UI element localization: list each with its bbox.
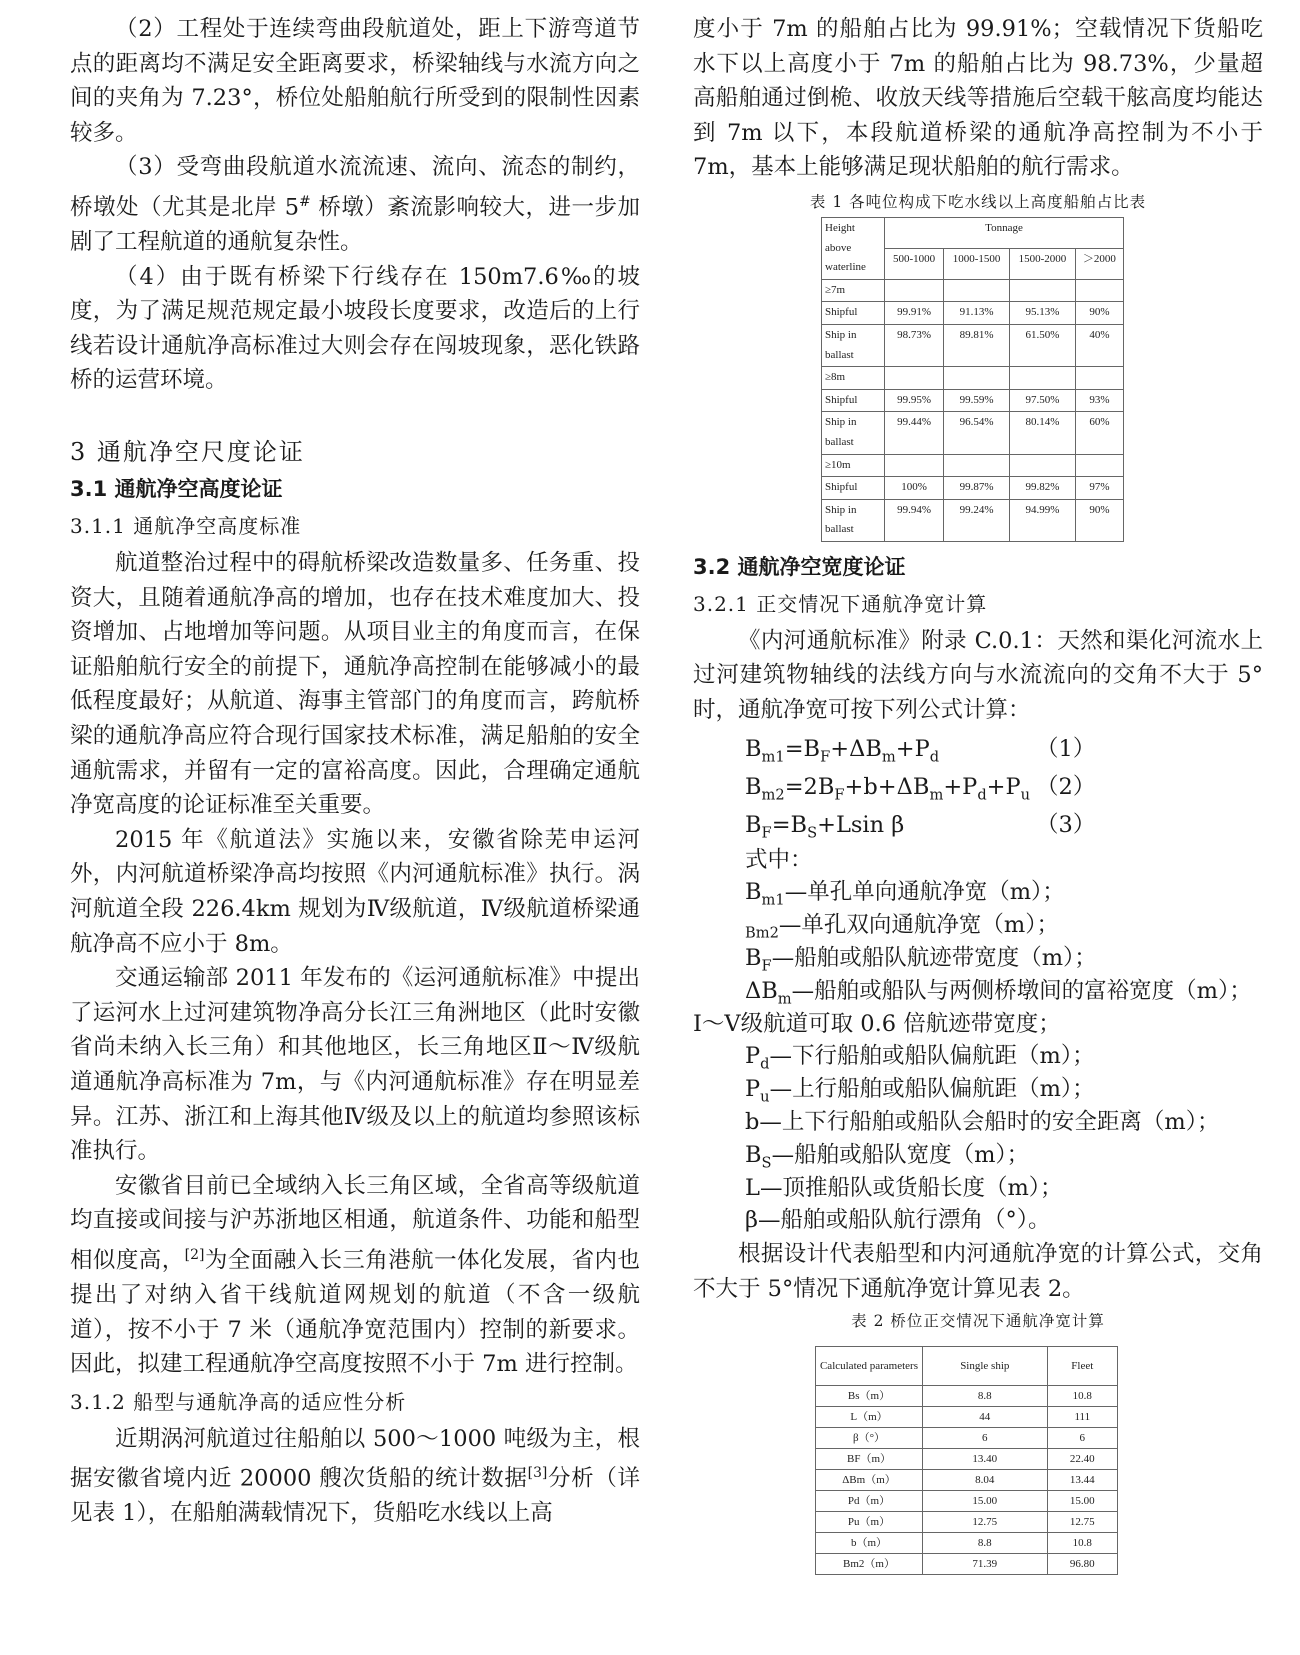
section-3-2-1-heading: 3.2.1 正交情况下通航净宽计算 bbox=[693, 591, 988, 616]
table-1-group-label: ≥10m bbox=[822, 454, 885, 477]
paragraph-continued: 度小于 7m 的船舶占比为 99.91%；空载情况下货船吃水下以上高度小于 7m 的船舶占比为 98.73%，少量超高船舶通过倒桅、收放天线等措施后空载干舷高度均能达到 7m 以下，本段航道桥梁的通航净高控制为不小于 7m，基本上能够满足现状船舶的航行需求。 bbox=[693, 16, 1263, 181]
table-2-cell-fleet: 13.44 bbox=[1047, 1470, 1117, 1491]
section-3-1-heading: 3.1 通航净空高度论证 bbox=[70, 477, 283, 502]
table-1-empty-cell bbox=[885, 454, 944, 477]
table-1-group-label: ≥7m bbox=[822, 279, 885, 302]
table-1-cell: 40% bbox=[1075, 324, 1123, 366]
table-2-row-label: Bm2（m） bbox=[816, 1554, 923, 1575]
citation-ref-2: [2] bbox=[184, 1246, 205, 1263]
table-1-empty-cell bbox=[944, 279, 1010, 302]
table-2-cell-fleet: 10.8 bbox=[1047, 1386, 1117, 1407]
right-column bbox=[693, 12, 1263, 1575]
table-2-cell-single: 71.39 bbox=[923, 1554, 1048, 1575]
table-2-cell-fleet: 22.40 bbox=[1047, 1449, 1117, 1470]
formula-2-number: （2） bbox=[1036, 773, 1096, 800]
table-1-row bbox=[822, 389, 1124, 412]
table-2-row bbox=[816, 1470, 1118, 1491]
table-1-cell: 99.91% bbox=[885, 302, 944, 325]
table-1-cell: 90% bbox=[1075, 302, 1123, 325]
table-2-cell-fleet: 15.00 bbox=[1047, 1491, 1117, 1512]
def-bm2-text: —单孔双向通航净宽（m）； bbox=[778, 912, 1059, 939]
table-1-col-header: 1000-1500 bbox=[944, 248, 1010, 279]
table-2-cell-single: 13.40 bbox=[923, 1449, 1048, 1470]
table-1-cell: 80.14% bbox=[1010, 412, 1076, 454]
table-1-cell: 99.94% bbox=[885, 499, 944, 541]
formula-3-number: （3） bbox=[1036, 811, 1096, 838]
paragraph-3-1-1-d-post: 为全面融入长三角港航一体化发展，省内也提出了对纳入省干线航道网规划的航道（不含一级航道），按不小于 7 米（通航净宽范围内）控制的新要求。因此，拟建工程通航净空高度按照不小于 7m 进行控制。 bbox=[70, 1247, 640, 1378]
def-l: L—顶推船队或货船长度（m）； bbox=[745, 1174, 1063, 1201]
table-1-row-label: Shipful bbox=[822, 302, 885, 325]
table-2-row-label: BF（m） bbox=[816, 1449, 923, 1470]
table-1-empty-cell bbox=[1010, 454, 1076, 477]
table-2-cell-single: 8.8 bbox=[923, 1533, 1048, 1554]
table-2-cell-single: 6 bbox=[923, 1428, 1048, 1449]
table-1-cell: 90% bbox=[1075, 499, 1123, 541]
table-1-caption: 表 1 各吨位构成下吃水线以上高度船舶占比表 bbox=[809, 192, 1147, 211]
formula-3 bbox=[693, 806, 1263, 844]
variable-definitions bbox=[693, 844, 1263, 1238]
table-1-row bbox=[822, 324, 1124, 366]
table-2-cell-fleet: 12.75 bbox=[1047, 1512, 1117, 1533]
table-1-cell: 99.82% bbox=[1010, 477, 1076, 500]
table-1-cell: 99.44% bbox=[885, 412, 944, 454]
table-1-empty-cell bbox=[1075, 367, 1123, 390]
paragraph-item-3-part-b: 桥墩）紊流影响较大，进一步加剧了工程航道的通航复杂性。 bbox=[70, 194, 640, 256]
table-1-row-label: Shipful bbox=[822, 477, 885, 500]
table-1-col-header: ＞2000 bbox=[1075, 248, 1123, 279]
table-1-empty-cell bbox=[944, 454, 1010, 477]
def-bm2: $_{Bm2}$—单孔双向通航净宽（m）； bbox=[745, 912, 1059, 942]
table-2-row bbox=[816, 1554, 1118, 1575]
table-1-cell: 95.13% bbox=[1010, 302, 1076, 325]
table-1-cell: 100% bbox=[885, 477, 944, 500]
def-dbm-text: —船舶或船队与两侧桥墩间的富裕宽度（m）； bbox=[791, 977, 1252, 1004]
section-3-1-1-heading: 3.1.1 通航净空高度标准 bbox=[70, 514, 302, 539]
table-1-col-header: 1500-2000 bbox=[1010, 248, 1076, 279]
formula-1-number: （1） bbox=[1036, 735, 1096, 762]
table-1-row bbox=[822, 302, 1124, 325]
def-bs: $B_S—$船舶或船队宽度（m）； bbox=[745, 1141, 1030, 1172]
paragraph-3-2-1-b: 根据设计代表船型和内河通航净宽的计算公式，交角不大于 5°情况下通航净宽计算见表 2。 bbox=[693, 1241, 1263, 1302]
citation-ref-3: [3] bbox=[527, 1465, 548, 1482]
table-1-cell: 89.81% bbox=[944, 324, 1010, 366]
table-2-row bbox=[816, 1491, 1118, 1512]
table-1-group-row bbox=[822, 367, 1124, 390]
def-dbm: $\Delta B_m—$船舶或船队与两侧桥墩间的富裕宽度（m）； bbox=[745, 977, 1252, 1008]
table-2-cell-fleet: 96.80 bbox=[1047, 1554, 1117, 1575]
paragraph-item-4: （4）由于既有桥梁下行线存在 150m7.6‰的坡度，为了满足规范规定最小坡段长度要求，改造后的上行线若设计通航净高标准过大则会存在闯坡现象，恶化铁路桥的运营环境。 bbox=[70, 263, 640, 394]
formula-3-expression: $B_F=B_S+Lsin$ β bbox=[745, 811, 905, 842]
table-1-cell: 97% bbox=[1075, 477, 1123, 500]
where-label: 式中： bbox=[745, 846, 813, 873]
paragraph-3-1-2-post: 分析（详见表 1），在船舶满载情况下，货船吃水线以上高 bbox=[70, 1465, 640, 1527]
paragraph-3-1-2-pre: 近期涡河航道过往船舶以 500～1000 吨级为主，根据安徽省境内近 20000 艘次货船的统计数据 bbox=[70, 1425, 640, 1492]
table-2-cell-fleet: 111 bbox=[1047, 1407, 1117, 1428]
table-2-cell-single: 44 bbox=[923, 1407, 1048, 1428]
table-1-cell: 99.59% bbox=[944, 389, 1010, 412]
def-bm1-text: —单孔单向通航净宽（m）； bbox=[784, 879, 1065, 906]
paragraph-3-1-1-a: 航道整治过程中的碍航桥梁改造数量多、任务重、投资大，且随着通航净高的增加，也存在技术难度加大、投资增加、占地增加等问题。从项目业主的角度而言，在保证船舶航行安全的前提下，通航净高控制在能够减小的最低程度最好；从航道、海事主管部门的角度而言，跨航桥梁的通航净高应符合现行国家技术标准，满足船舶的安全通航需求，并留有一定的富裕高度。因此，合理确定通航净宽高度的论证标准至关重要。 bbox=[70, 550, 640, 819]
table-2-row-label: ΔBm（m） bbox=[816, 1470, 923, 1491]
table-2-row bbox=[816, 1407, 1118, 1428]
paragraph-3-2-1-a: 《内河通航标准》附录 C.0.1：天然和渠化河流水上过河建筑物轴线的法线方向与水流流向的交角不大于 5°时，通航净宽可按下列公式计算： bbox=[693, 627, 1263, 724]
formula-2-expression: $B_{m2}=2B_F+b+\Delta B_m+P_d+P_u$ bbox=[745, 773, 1031, 804]
table-1-cell: 99.24% bbox=[944, 499, 1010, 541]
table-1-empty-cell bbox=[1010, 367, 1076, 390]
table-2-row-label: Bs（m） bbox=[816, 1386, 923, 1407]
table-2-row bbox=[816, 1428, 1118, 1449]
table-1-empty-cell bbox=[885, 279, 944, 302]
table-1-group-label: ≥8m bbox=[822, 367, 885, 390]
left-column bbox=[70, 12, 640, 1531]
def-b: b—上下行船舶或船队会船时的安全距离（m）； bbox=[745, 1109, 1220, 1136]
def-beta: β—船舶或船队航行漂角（°）。 bbox=[745, 1207, 1051, 1234]
def-dbm-wrap: Ⅰ～Ⅴ级航道可取 0.6 倍航迹带宽度； bbox=[693, 1010, 1061, 1037]
table-1-empty-cell bbox=[1075, 454, 1123, 477]
table-2-caption: 表 2 桥位正交情况下通航净宽计算 bbox=[851, 1312, 1105, 1331]
table-1-empty-cell bbox=[1010, 279, 1076, 302]
def-pd: $P_d—$下行船舶或船队偏航距（m）； bbox=[745, 1043, 1095, 1073]
table-1-col-header: 500-1000 bbox=[885, 248, 944, 279]
table-2-cell-single: 12.75 bbox=[923, 1512, 1048, 1533]
table-2-cell-single: 15.00 bbox=[923, 1491, 1048, 1512]
def-pu-text: —上行船舶或船队偏航距（m）； bbox=[769, 1076, 1095, 1103]
formula-1 bbox=[693, 730, 1263, 768]
paragraph-item-3-part-a: （3）受弯曲段航道水流流速、流向、流态的制约，桥墩处（尤其是北岸 5 bbox=[70, 154, 640, 221]
formula-1-expression: $B_{m1}=B_F+\Delta B_m+P_d$ bbox=[745, 735, 940, 766]
table-1-empty-cell bbox=[1075, 279, 1123, 302]
table-2-cell-fleet: 10.8 bbox=[1047, 1533, 1117, 1554]
table-1-header-height: Height above waterline bbox=[822, 217, 885, 279]
table-1-empty-cell bbox=[944, 367, 1010, 390]
table-1-empty-cell bbox=[885, 367, 944, 390]
table-1-cell: 99.95% bbox=[885, 389, 944, 412]
paragraph-3-1-1-d bbox=[70, 1169, 640, 1382]
def-pd-text: —下行船舶或船队偏航距（m）； bbox=[769, 1043, 1095, 1070]
table-1 bbox=[821, 217, 1124, 542]
table-2-cell-single: 8.8 bbox=[923, 1386, 1048, 1407]
def-bs-text: —船舶或船队宽度（m）； bbox=[771, 1141, 1030, 1168]
table-2-header-cell: Calculated parameters bbox=[816, 1347, 923, 1386]
table-1-cell: 93% bbox=[1075, 389, 1123, 412]
table-2-row-label: b（m） bbox=[816, 1533, 923, 1554]
table-2-row-label: L（m） bbox=[816, 1407, 923, 1428]
table-2 bbox=[815, 1346, 1118, 1575]
def-bf-text: —船舶或船队航迹带宽度（m）； bbox=[771, 945, 1097, 972]
table-1-row-label: Shipful bbox=[822, 389, 885, 412]
table-1-cell: 98.73% bbox=[885, 324, 944, 366]
formula-block bbox=[693, 730, 1263, 844]
table-1-row bbox=[822, 412, 1124, 454]
table-2-row bbox=[816, 1386, 1118, 1407]
paragraph-3-1-1-b: 2015 年《航道法》实施以来，安徽省除芜申运河外，内河航道桥梁净高均按照《内河通航标准》执行。涡河航道全段 226.4km 规划为Ⅳ级航道，Ⅳ级航道桥梁通航净高不应小于 8m。 bbox=[70, 826, 640, 957]
paragraph-3-1-1-c: 交通运输部 2011 年发布的《运河通航标准》中提出了运河水上过河建筑物净高分长江三角洲地区（此时安徽省尚未纳入长三角）和其他地区，长三角地区Ⅱ～Ⅳ级航道通航净高标准为 7m，与《内河通航标准》存在明显差异。江苏、浙江和上海其他Ⅳ级及以上的航道均参照该标准执行。 bbox=[70, 965, 640, 1165]
paragraph-3-1-2 bbox=[70, 1422, 640, 1531]
paragraph-item-3 bbox=[70, 150, 640, 259]
table-1-group-row bbox=[822, 279, 1124, 302]
table-2-cell-fleet: 6 bbox=[1047, 1428, 1117, 1449]
table-1-row bbox=[822, 499, 1124, 541]
formula-2 bbox=[693, 768, 1263, 806]
table-1-row-label: Ship in ballast bbox=[822, 499, 885, 541]
table-1-header-row bbox=[822, 217, 1124, 248]
table-2-header-row bbox=[816, 1347, 1118, 1386]
table-2-header-cell: Single ship bbox=[923, 1347, 1048, 1386]
def-bm1: $B_{m1}—$单孔单向通航净宽（m）； bbox=[745, 879, 1065, 909]
table-1-row-label: Ship in ballast bbox=[822, 412, 885, 454]
table-2-row bbox=[816, 1449, 1118, 1470]
table-1-cell: 94.99% bbox=[1010, 499, 1076, 541]
pier-mark-superscript: # bbox=[299, 193, 311, 210]
table-1-row-label: Ship in ballast bbox=[822, 324, 885, 366]
table-1-cell: 99.87% bbox=[944, 477, 1010, 500]
section-3-2-heading: 3.2 通航净空宽度论证 bbox=[693, 554, 906, 579]
table-1-group-row bbox=[822, 454, 1124, 477]
def-bf: $B_F—$船舶或船队航迹带宽度（m）； bbox=[745, 945, 1097, 975]
section-3-heading: 3 通航净空尺度论证 bbox=[70, 438, 305, 467]
table-1-cell: 96.54% bbox=[944, 412, 1010, 454]
table-1-header-tonnage: Tonnage bbox=[885, 217, 1124, 248]
table-2-row-label: β（°） bbox=[816, 1428, 923, 1449]
table-1-cell: 97.50% bbox=[1010, 389, 1076, 412]
def-pu: $P_u—$上行船舶或船队偏航距（m）； bbox=[745, 1076, 1095, 1106]
table-2-header-cell: Fleet bbox=[1047, 1347, 1117, 1386]
section-3-1-2-heading: 3.1.2 船型与通航净高的适应性分析 bbox=[70, 1389, 407, 1414]
table-2-cell-single: 8.04 bbox=[923, 1470, 1048, 1491]
table-2-row-label: Pd（m） bbox=[816, 1491, 923, 1512]
table-2-row-label: Pu（m） bbox=[816, 1512, 923, 1533]
paragraph-item-2: （2）工程处于连续弯曲段航道处，距上下游弯道节点的距离均不满足安全距离要求，桥梁轴线与水流方向之间的夹角为 7.23°，桥位处船舶航行所受到的限制性因素较多。 bbox=[70, 16, 640, 146]
table-1-row bbox=[822, 477, 1124, 500]
table-1-cell: 61.50% bbox=[1010, 324, 1076, 366]
table-1-cell: 91.13% bbox=[944, 302, 1010, 325]
table-2-row bbox=[816, 1512, 1118, 1533]
table-2-row bbox=[816, 1533, 1118, 1554]
table-1-cell: 60% bbox=[1075, 412, 1123, 454]
paragraph-3-1-1-d-pre: 安徽省目前已全域纳入长三角区域，全省高等级航道均直接或间接与沪苏浙地区相通，航道条件、功能和船型相似度高， bbox=[70, 1172, 640, 1274]
